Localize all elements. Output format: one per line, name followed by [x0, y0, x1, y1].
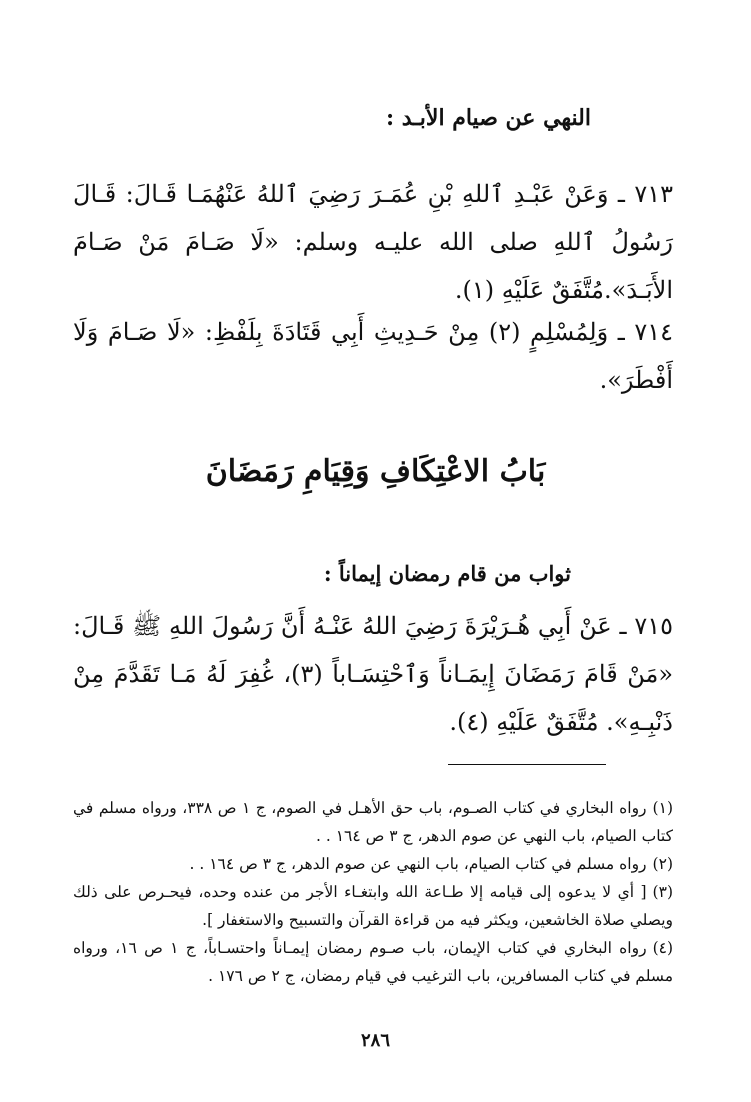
footnotes — [73, 794, 673, 990]
footnote-1: (١)رواه البخاري في كتاب الصـوم، باب حق الأهـل في الصوم، ج ١ ص ٣٣٨، ورواه مسلم في كتاب الصيام، باب النهي عن صوم الدهر، ج ٣ ص ١٦٤ . . — [73, 799, 673, 845]
section-heading-ramadan: ثواب من قام رمضان إيماناً : — [323, 561, 571, 586]
hadith-714: ٧١٤ ـ وَلِمُسْلِمٍ (٢) مِنْ حَـدِيثِ أَبِي قَتَادَةَ بِلَفْظِ: «لَا صَـامَ وَلَا أَفْطَرَ». — [73, 318, 673, 394]
hadith-713: ٧١٣ ـ وَعَنْ عَبْـدِ ٱللهِ بْنِ عُمَـرَ رَضِيَ ٱللهُ عَنْهُمَـا قَـالَ: قَـالَ رَسُولُ ٱللهِ صلى الله عليـه وسلم: «لَا صَـامَ مَنْ صَـامَ الأَبَـدَ».مُتَّفَقٌ عَلَيْهِ (١). — [73, 180, 673, 304]
footnote-3: (٣)[ أي لا يدعوه إلى قيامه إلا طـاعة الله وابتغـاء الأجر من عنده وحده، فيحـرص على ذلك ويصلي صلاة الخاشعين، ويكثر فيه من قراءة القرآن والتسبيح والاستغفار ]. — [73, 883, 673, 929]
footnote-divider — [448, 764, 606, 765]
footnote-2: (٢)رواه مسلم في كتاب الصيام، باب النهي عن صوم الدهر، ج ٣ ص ١٦٤ . . — [189, 855, 673, 873]
hadith-715: ٧١٥ ـ عَنْ أَبِي هُـرَيْرَةَ رَضِيَ اللهُ عَنْـهُ أَنَّ رَسُولَ اللهِ ﷺ قَـالَ: «مَنْ قَامَ رَمَضَانَ إِيمَـاناً وَٱحْتِسَـاباً (٣)، غُفِرَ لَهُ مَـا تَقَدَّمَ مِنْ ذَنْبِـهِ». مُتَّفَقٌ عَلَيْهِ (٤). — [73, 612, 674, 736]
chapter-title: بَابُ الاعْتِكَافِ وَقِيَامِ رَمَضَانَ — [205, 454, 546, 489]
section-heading-fasting-forever: النهي عن صيام الأبـد : — [386, 105, 591, 131]
page-number: ٢٨٦ — [360, 1030, 390, 1051]
footnote-4: (٤)رواه البخاري في كتاب الإيمان، باب صـوم رمضان إيمـاناً واحتسـاباً، ج ١ ص ١٦، ورواه مسلم في كتاب المسافرين، باب الترغيب في قيام رمضان، ج ٢ ص ١٧٦ . — [73, 939, 674, 985]
